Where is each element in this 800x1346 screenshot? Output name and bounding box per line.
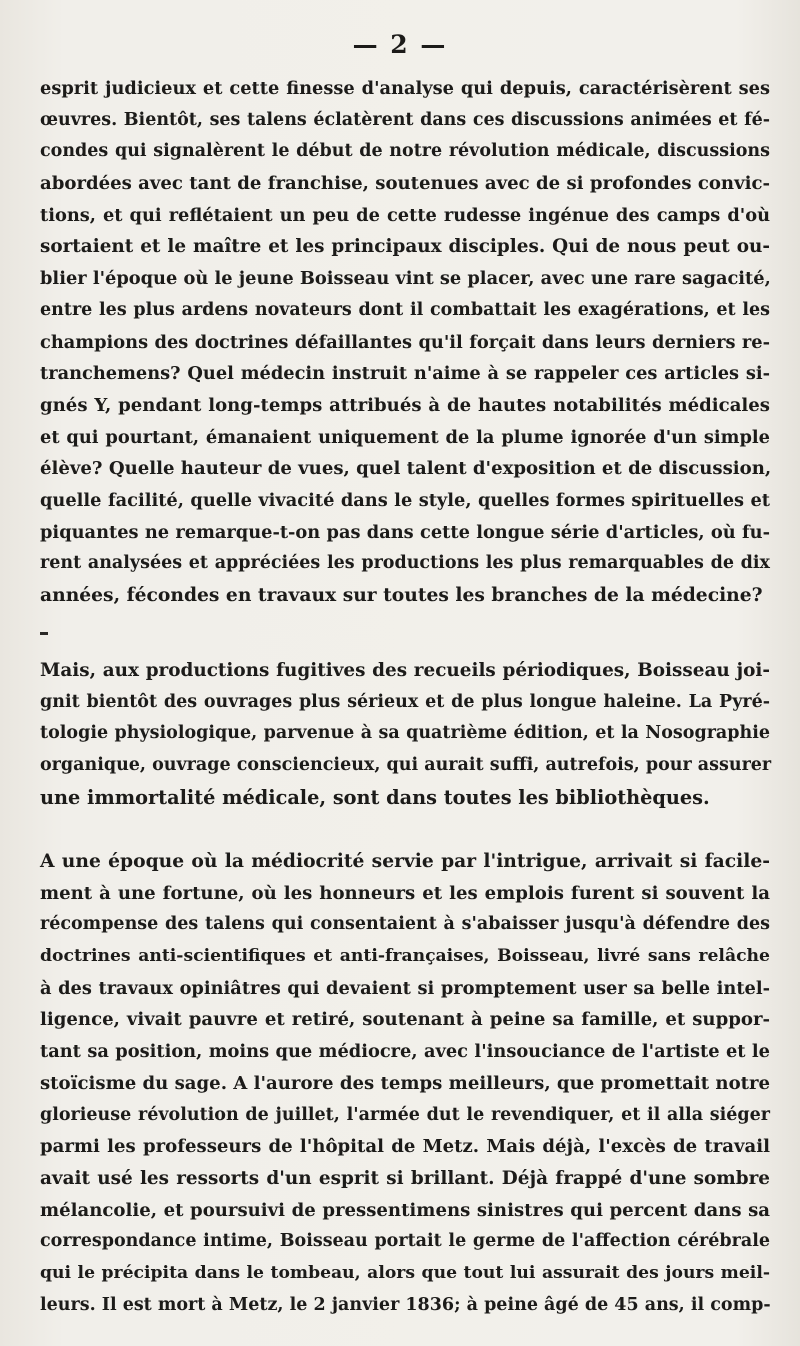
- text-line: condes qui signalèrent le début de notre révolution médicale, discussions: [40, 141, 770, 162]
- text-line: entre les plus ardens novateurs dont il combattait les exagérations, et les: [40, 299, 770, 320]
- text-line: œuvres. Bientôt, ses talens éclatèrent dans ces discussions animées et fé-: [40, 109, 770, 130]
- text-line: parmi les professeurs de l'hôpital de Metz. Mais déjà, l'excès de travail: [40, 1136, 770, 1158]
- paragraph-2: [40, 655, 770, 813]
- text-line: qui le précipita dans le tombeau, alors que tout lui assurait des jours meil-: [40, 1262, 770, 1283]
- text-line: organique, ouvrage consciencieux, qui aurait suffi, autrefois, pour assurer: [40, 755, 772, 776]
- text-line: stoïcisme du sage. A l'aurore des temps meilleurs, que promettait notre: [40, 1072, 771, 1094]
- paragraph-3: [40, 846, 770, 1321]
- text-line: avait usé les ressorts d'un esprit si brillant. Déjà frappé d'une sombre: [40, 1167, 770, 1189]
- text-line: abordées avec tant de franchise, soutenues avec de si profondes convic-: [40, 173, 770, 195]
- text-line: élève? Quelle hauteur de vues, quel talent d'exposition et de discussion,: [40, 458, 772, 480]
- text-line: tologie physiologique, parvenue à sa quatrième édition, et la Nosographie: [40, 723, 770, 744]
- text-line: une immortalité médicale, sont dans toutes les bibliothèques.: [40, 785, 710, 809]
- text-line: rent analysées et appréciées les productions les plus remarquables de dix: [40, 553, 770, 574]
- text-line: et qui pourtant, émanaient uniquement de la plume ignorée d'un simple: [40, 426, 770, 448]
- text-line: tions, et qui reflétaient un peu de cette rudesse ingénue des camps d'où: [40, 204, 770, 226]
- text-line: à des travaux opiniâtres qui devaient si promptement user sa belle intel-: [40, 977, 770, 999]
- text-line: ment à une fortune, où les honneurs et les emplois furent si souvent la: [40, 882, 770, 904]
- text-line: quelle facilité, quelle vivacité dans le style, quelles formes spirituelles et: [40, 489, 770, 511]
- text-line: champions des doctrines défaillantes qu'il forçait dans leurs derniers re-: [40, 331, 770, 353]
- text-line: piquantes ne remarque-t-on pas dans cette longue série d'articles, où fu-: [40, 521, 770, 543]
- text-line: blier l'époque où le jeune Boisseau vint se placer, avec une rare sagacité,: [40, 268, 771, 290]
- text-line: ligence, vivait pauvre et retiré, soutenant à peine sa famille, et suppor-: [40, 1009, 770, 1031]
- text-line: glorieuse révolution de juillet, l'armée dut le revendiquer, et il alla siéger: [40, 1104, 770, 1125]
- text-line: tranchemens? Quel médecin instruit n'aime à se rappeler ces articles si-: [40, 363, 770, 385]
- stray-mark: [40, 632, 48, 635]
- text-line: années, fécondes en travaux sur toutes les branches de la médecine?: [40, 584, 763, 606]
- text-line: esprit judicieux et cette finesse d'analyse qui depuis, caractérisèrent ses: [40, 78, 770, 99]
- text-line: correspondance intime, Boisseau portait le germe de l'affection cérébrale: [40, 1231, 770, 1252]
- text-line: leurs. Il est mort à Metz, le 2 janvier 1836; à peine âgé de 45 ans, il comp-: [40, 1294, 771, 1315]
- text-line: sortaient et le maître et les principaux disciples. Qui de nous peut ou-: [40, 236, 770, 258]
- text-line: gnit bientôt des ouvrages plus sérieux et de plus longue haleine. La Pyré-: [40, 691, 770, 712]
- text-line: tant sa position, moins que médiocre, avec l'insouciance de l'artiste et le: [40, 1041, 770, 1063]
- text-line: mélancolie, et poursuivi de pressentimens sinistres qui percent dans sa: [40, 1199, 770, 1221]
- text-line: gnés Y, pendant long-temps attribués à de hautes notabilités médicales: [40, 394, 770, 416]
- paragraph-1: [40, 73, 770, 612]
- page-number: — 2 —: [352, 30, 448, 59]
- text-line: Mais, aux productions fugitives des recueils périodiques, Boisseau joi-: [40, 660, 770, 681]
- text-line: doctrines anti-scientifiques et anti-françaises, Boisseau, livré sans relâche: [40, 946, 770, 967]
- text-line: récompense des talens qui consentaient à s'abaisser jusqu'à défendre des: [40, 914, 770, 935]
- text-line: A une époque où la médiocrité servie par l'intrigue, arrivait si facile-: [40, 850, 770, 872]
